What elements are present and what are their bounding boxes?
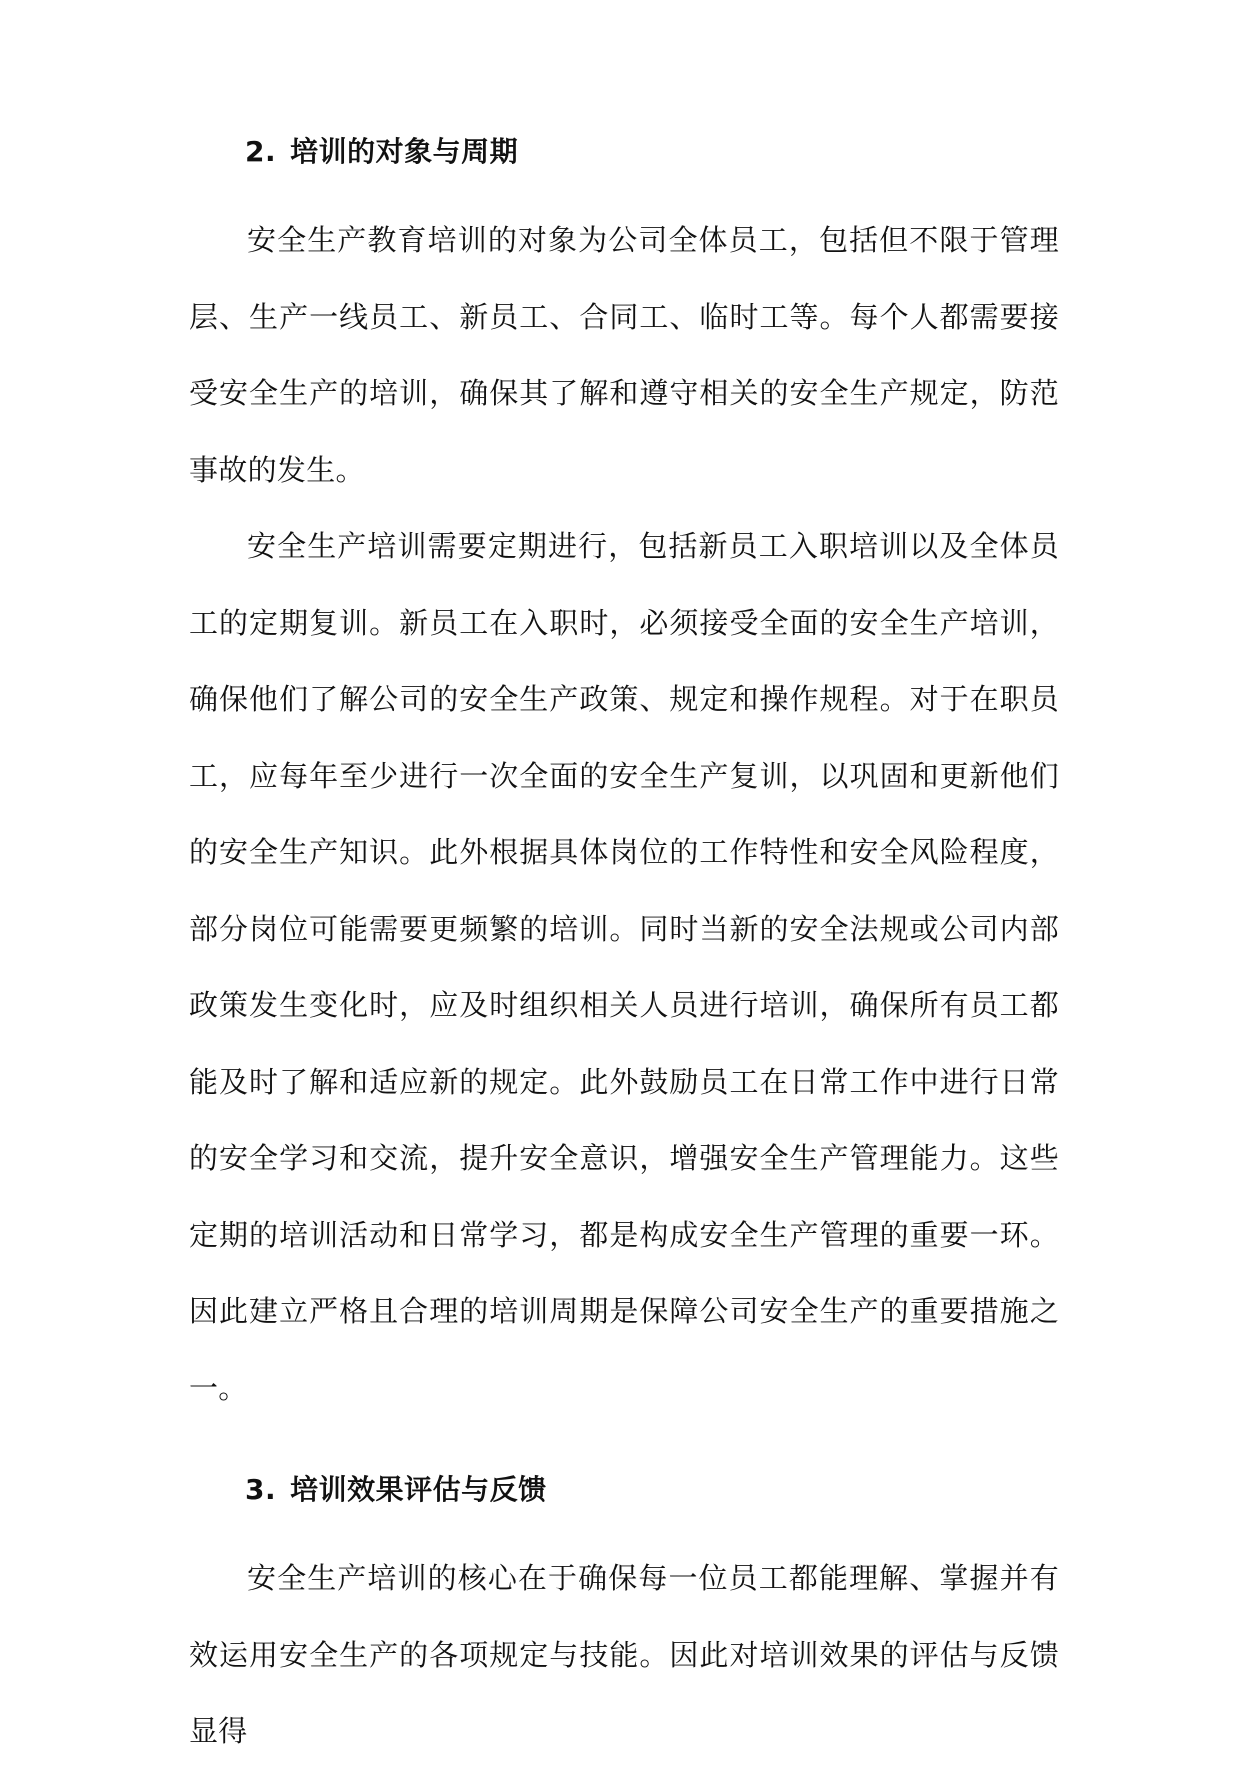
section-number: 3.: [245, 1473, 277, 1506]
section-number: 2.: [245, 135, 277, 168]
section-spacer: [189, 1426, 1059, 1470]
document-body: [189, 132, 1059, 1770]
section-title: 培训的对象与周期: [290, 135, 519, 168]
section-heading-3: [189, 1470, 1059, 1510]
paragraph: 安全生产培训需要定期进行，包括新员工入职培训以及全体员工的定期复训。新员工在入职时，必须接受全面的安全生产培训，确保他们了解公司的安全生产政策、规定和操作规程。对于在职员工，应每年至少进行一次全面的安全生产复训，以巩固和更新他们的安全生产知识。此外根据具体岗位的工作特性和安全风险程度，部分岗位可能需要更频繁的培训。同时当新的安全法规或公司内部政策发生变化时，应及时组织相关人员进行培训，确保所有员工都能及时了解和适应新的规定。此外鼓励员工在日常工作中进行日常的安全学习和交流，提升安全意识，增强安全生产管理能力。这些定期的培训活动和日常学习，都是构成安全生产管理的重要一环。因此建立严格且合理的培训周期是保障公司安全生产的重要措施之一。: [189, 529, 1059, 1405]
paragraph: 安全生产教育培训的对象为公司全体员工，包括但不限于管理层、生产一线员工、新员工、合同工、临时工等。每个人都需要接受安全生产的培训，确保其了解和遵守相关的安全生产规定，防范事故的发生。: [189, 223, 1059, 487]
section-heading-2: [189, 132, 1059, 172]
section-title: 培训效果评估与反馈: [290, 1473, 547, 1506]
paragraph: 安全生产培训的核心在于确保每一位员工都能理解、掌握并有效运用安全生产的各项规定与技能。因此对培训效果的评估与反馈显得: [189, 1561, 1059, 1748]
